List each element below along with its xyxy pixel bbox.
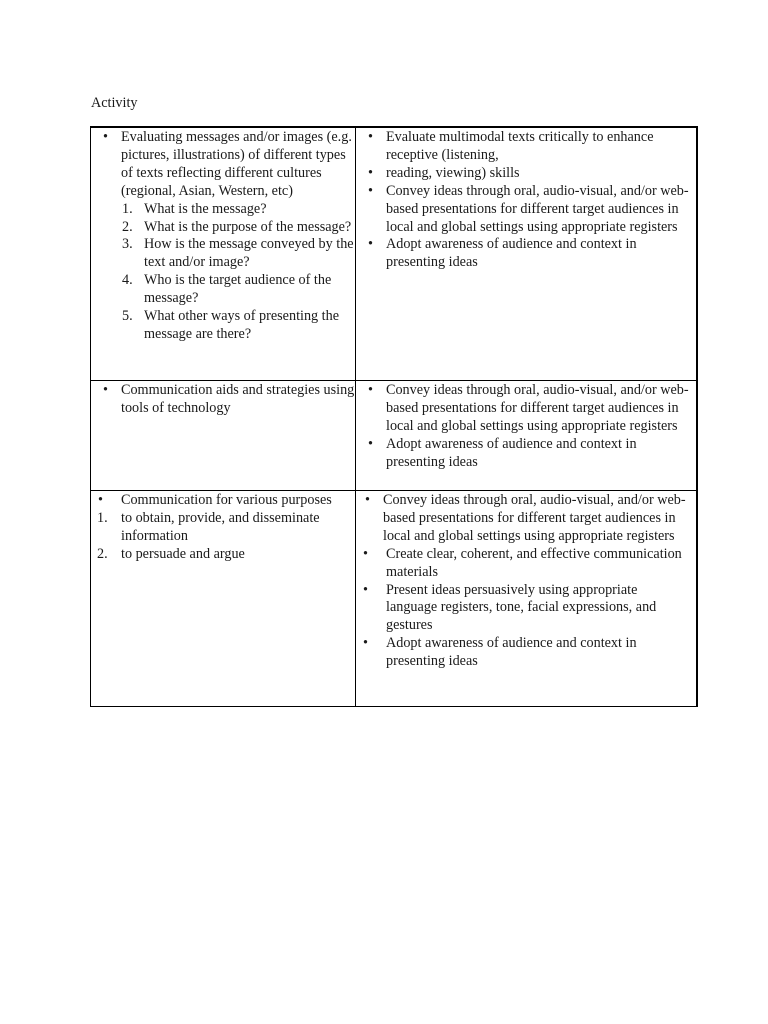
bullet: • [103, 382, 108, 398]
bullet: • [368, 129, 373, 145]
list-item: 1. to obtain, provide, and disseminate information [97, 509, 320, 544]
table-row [91, 381, 697, 491]
list-item: 3. How is the message conveyed by the text and/or image? [122, 236, 354, 271]
bullet: • [368, 435, 373, 452]
table-cell-competency [356, 127, 697, 381]
list-item: • Communication for various purposes [98, 492, 332, 508]
bullet: • [368, 182, 373, 199]
table-row [91, 127, 697, 381]
bullet: • [368, 164, 373, 181]
list-item: • Present ideas persuasively using appropriate language registers, tone, facial expressions, and gestures [363, 581, 657, 634]
list-item: • Adopt awareness of audience and context in presenting ideas [363, 635, 637, 670]
list-item: • Adopt awareness of audience and context in presenting ideas [368, 435, 637, 470]
bullet: • [98, 492, 103, 508]
page-heading: Activity [91, 95, 138, 111]
list-item: 1. What is the message? [122, 200, 267, 217]
table-cell-topic [91, 127, 356, 381]
list-item: • Communication aids and strategies using tools of technology [103, 382, 355, 416]
list-item: 2. to persuade and argue [97, 545, 245, 562]
list-item: • Create clear, coherent, and effective communication materials [363, 545, 682, 580]
table-cell-competency [356, 491, 697, 707]
bullet: • [103, 129, 108, 145]
bullet: • [363, 635, 368, 652]
list-item: • Evaluating messages and/or images (e.g. pictures, illustrations) of different types of texts reflecting different cultures (regional, Asian, Western, etc) [103, 129, 352, 199]
table-cell-topic [91, 491, 356, 707]
list-item: • Convey ideas through oral, audio-visual, and/or web-based presentations for different target audiences in local and global settings using appropriate registers [365, 492, 686, 544]
list-item: • Adopt awareness of audience and context in presenting ideas [368, 236, 637, 271]
list-item: • reading, viewing) skills [368, 164, 520, 181]
list-item: • Convey ideas through oral, audio-visual, and/or web-based presentations for different target audiences in local and global settings using appropriate registers [368, 182, 689, 235]
list-item: 5. What other ways of presenting the message are there? [122, 308, 340, 342]
bullet: • [368, 382, 373, 398]
list-item: • Evaluate multimodal texts critically to enhance receptive (listening, [368, 129, 654, 163]
list-item: • Convey ideas through oral, audio-visual, and/or web-based presentations for different target audiences in local and global settings using appropriate registers [368, 382, 689, 434]
list-item: 4. Who is the target audience of the message? [122, 272, 332, 307]
bullet: • [363, 545, 368, 562]
table-cell-topic [91, 381, 356, 491]
bullet: • [363, 581, 368, 598]
table-row [91, 491, 697, 707]
list-item: 2. What is the purpose of the message? [122, 218, 352, 235]
activity-table [90, 126, 698, 707]
bullet: • [365, 492, 370, 508]
bullet: • [368, 236, 373, 253]
table-cell-competency [356, 381, 697, 491]
